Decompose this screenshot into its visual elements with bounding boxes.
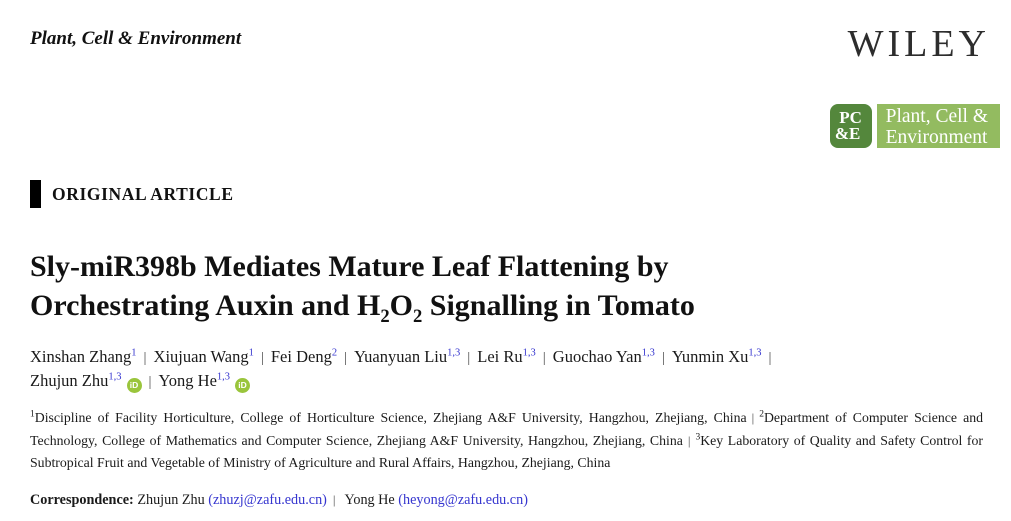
author-name: [30, 371, 122, 390]
section-header: [30, 180, 234, 208]
author-name-text: Guochao Yan: [552, 347, 642, 366]
correspondence-name: Yong He: [341, 492, 399, 508]
author-affiliation-sup: 2: [331, 347, 338, 359]
author-separator: |: [344, 350, 348, 366]
section-label: ORIGINAL ARTICLE: [52, 183, 234, 204]
wiley-logo: WILEY: [847, 23, 990, 65]
journal-badge-banner: [877, 104, 1000, 148]
author-name-text: Xiujuan Wang: [153, 347, 249, 366]
author-separator: |: [661, 350, 665, 366]
orcid-icon[interactable]: iD: [235, 378, 250, 393]
author-separator: |: [542, 350, 546, 366]
correspondence-name: Zhujun Zhu: [137, 492, 209, 508]
pce-acronym-icon: [830, 104, 872, 148]
author-name: [159, 371, 231, 390]
author-affiliation-sup: 1,3: [748, 347, 762, 359]
affiliation-entry: [30, 410, 747, 425]
article-title-line1: Sly-miR398b Mediates Mature Leaf Flattening by: [30, 250, 669, 283]
orcid-icon[interactable]: iD: [127, 378, 142, 393]
section-marker-bar: [30, 180, 41, 208]
affiliation-separator: |: [687, 432, 691, 448]
author-name-text: Yong He: [158, 370, 217, 390]
author-separator: |: [768, 350, 772, 366]
author-affiliation-sup: 1,3: [108, 371, 122, 382]
author-affiliation-sup: 1,3: [216, 371, 231, 382]
author-affiliation-sup: 1: [248, 347, 254, 359]
author-separator: |: [260, 350, 264, 366]
pce-acronym-line1: PC: [839, 108, 862, 127]
email-link[interactable]: (heyong@zafu.edu.cn): [398, 492, 528, 508]
author-affiliation-sup: 1,3: [447, 347, 461, 359]
author-name: [477, 347, 536, 366]
author-list: [30, 346, 982, 393]
correspondence-label: Correspondence:: [30, 492, 134, 508]
author-name: [154, 347, 254, 366]
correspondence-contacts: [137, 492, 528, 508]
article-title-line2: Orchestrating Auxin and $H_2O_2$ Signalling in Tomato: [30, 289, 695, 327]
author-affiliation-sup: 1,3: [522, 347, 536, 359]
affiliation-sup: 3: [695, 432, 701, 442]
correspondence-separator: |: [332, 492, 336, 507]
author-name: [354, 347, 460, 366]
author-name-text: Lei Ru: [477, 347, 523, 366]
affiliation-text: Key Laboratory of Quality and Safety Control for Subtropical Fruit and Vegetable of Ministry of Agriculture and Rural Affairs, Hangzhou, Zhejiang, China: [30, 432, 983, 471]
pce-acronym-line2: &E: [834, 124, 861, 143]
affiliation-sup: 2: [759, 409, 764, 420]
journal-badge-title-line1: Plant, Cell &: [885, 105, 988, 127]
journal-badge-title-line2: Environment: [885, 126, 988, 148]
author-name-text: Yunmin Xu: [671, 347, 749, 366]
author-name-text: Yuanyuan Liu: [354, 347, 448, 366]
author-name: [271, 347, 337, 366]
correspondence-line: [30, 492, 528, 509]
affiliation-separator: |: [751, 410, 755, 425]
author-name-text: Xinshan Zhang: [30, 347, 132, 366]
author-separator: |: [148, 373, 152, 390]
affiliation-sup: 1: [30, 409, 35, 420]
journal-badge: [830, 104, 1000, 148]
article-title: [30, 247, 990, 336]
author-name: [30, 347, 137, 366]
author-name: [672, 347, 762, 366]
author-affiliation-sup: 1: [131, 347, 137, 359]
author-name-text: Fei Deng: [270, 347, 332, 366]
affiliation-text: Discipline of Facility Horticulture, College of Horticulture Science, Zhejiang A&F University, Hangzhou, Zhejiang, China: [34, 410, 747, 425]
author-affiliation-sup: 1,3: [641, 347, 655, 359]
author-separator: |: [143, 350, 147, 366]
email-link[interactable]: (zhuzj@zafu.edu.cn): [208, 492, 327, 508]
author-name-text: Zhujun Zhu: [30, 370, 109, 390]
author-name: [553, 347, 655, 366]
author-separator: |: [467, 350, 471, 366]
affiliation-list: [30, 407, 983, 475]
affiliation-text: Department of Computer Science and Technology, College of Mathematics and Computer Science, Zhejiang A&F University, Hangzhou, Zhejiang, China: [30, 410, 983, 448]
journal-name-header: Plant, Cell & Environment: [30, 28, 242, 49]
